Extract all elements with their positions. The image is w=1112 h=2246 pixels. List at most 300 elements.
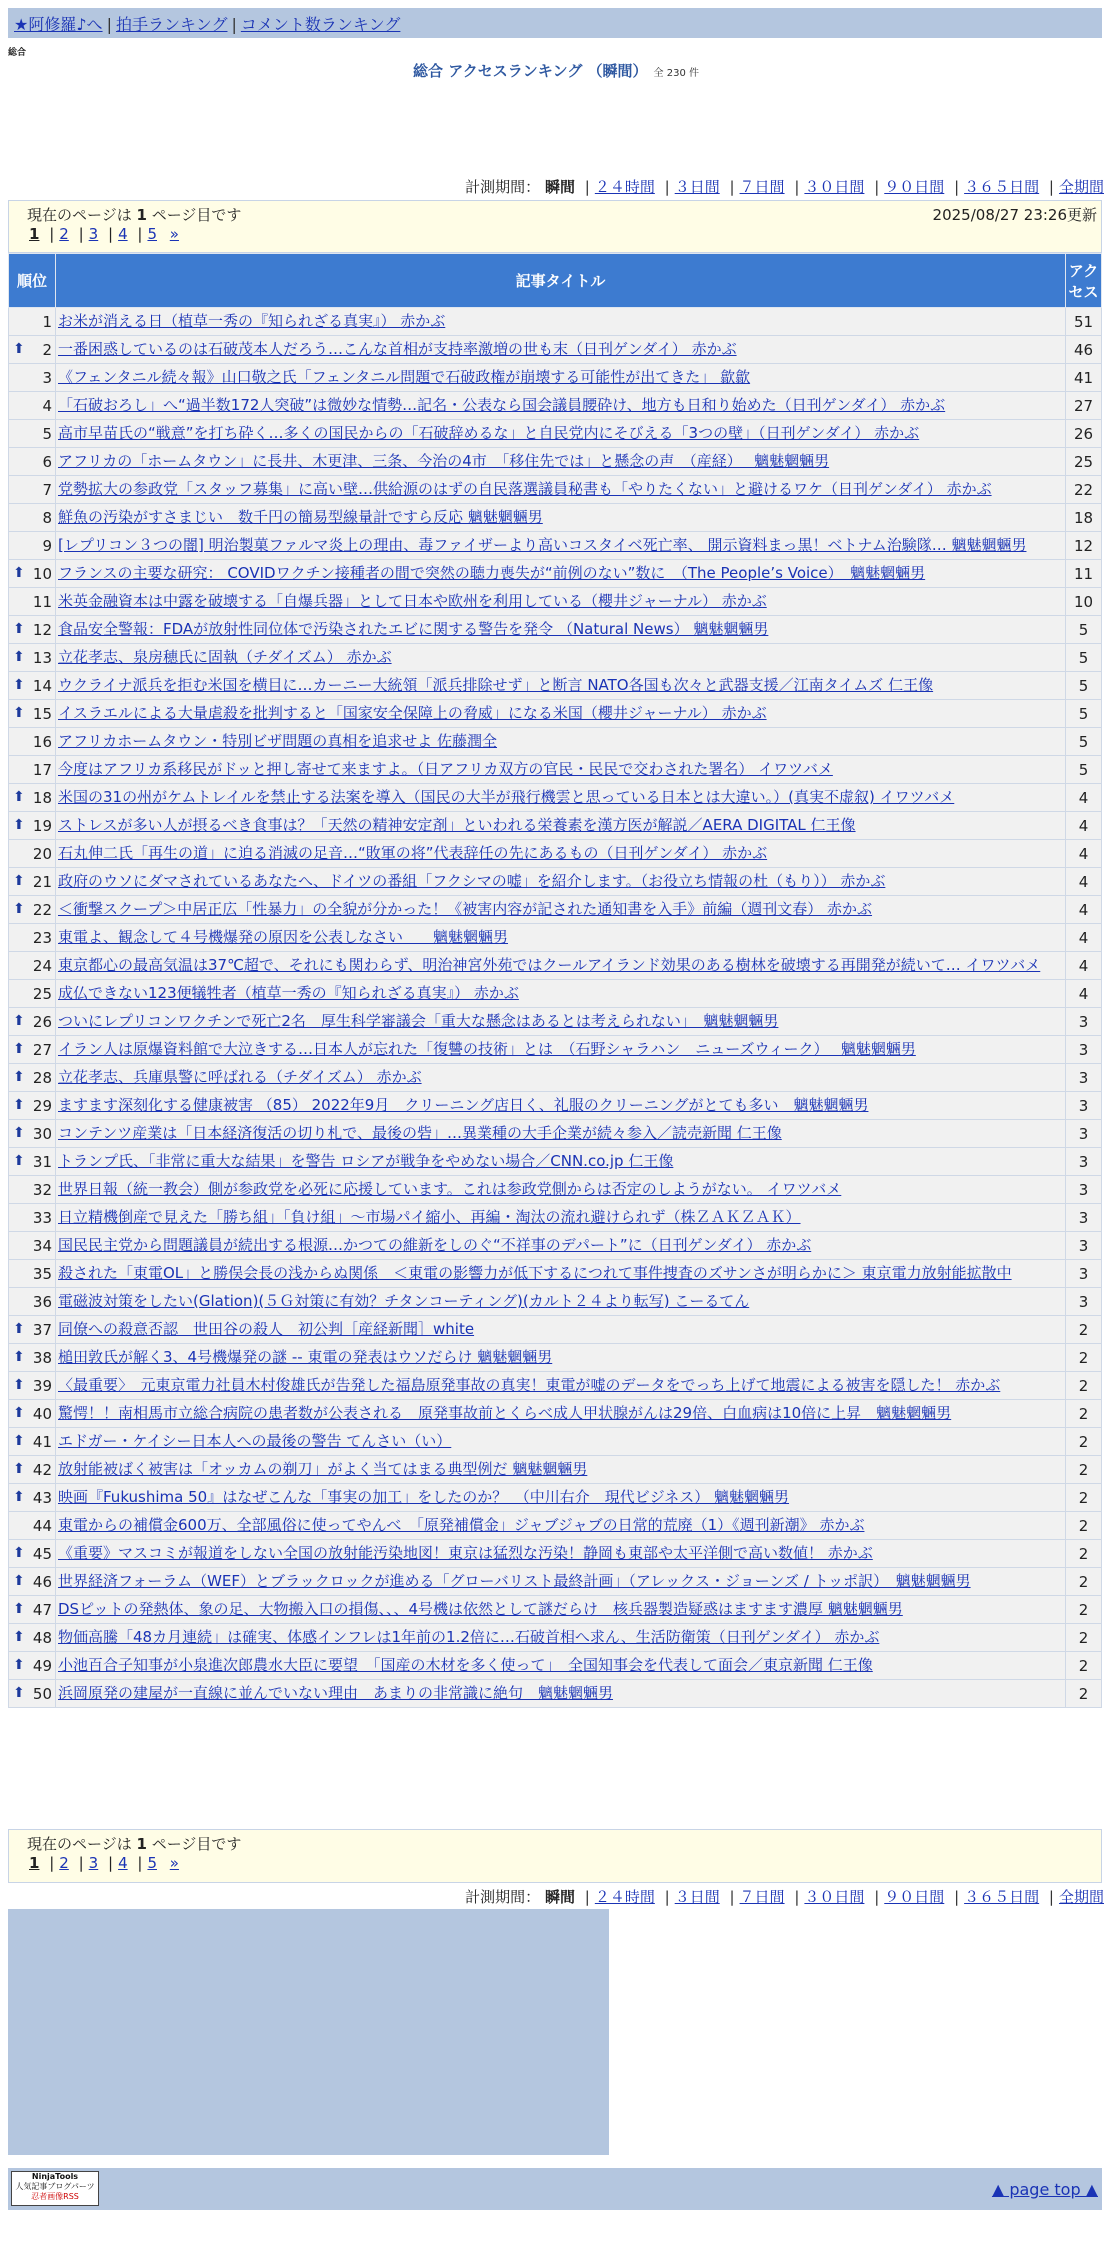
pager-next[interactable]: » [169,1854,179,1872]
table-row [9,1008,1102,1036]
table-row [9,1092,1102,1120]
rank-number: 40 [32,1404,52,1423]
up-arrow-icon: ⬆ [13,1348,25,1365]
access-count: 4 [1066,924,1102,952]
access-count: 5 [1066,616,1102,644]
table-row [9,896,1102,924]
article-link[interactable]: 立花孝志、兵庫県警に呼ばれる（チダイズム） 赤かぶ [58,1068,422,1086]
rank-cell [9,756,56,784]
comment-ranking-link[interactable]: コメント数ランキング [240,15,401,34]
rank-number: 3 [42,368,52,387]
table-row [9,588,1102,616]
access-count: 2 [1066,1484,1102,1512]
rank-cell [9,308,56,336]
article-link[interactable]: 映画『Fukushima 50』はなぜこんな「事実の加工」をしたのか？ （中川右介 現代ビジネス） 魑魅魍魎男 [58,1488,790,1506]
period-7d-link[interactable]: ７日間 [739,178,785,196]
article-link[interactable]: 成仏できない123便犠牲者（植草一秀の『知られざる真実』） 赤かぶ [58,984,519,1002]
table-row [9,784,1102,812]
article-link[interactable]: 政府のウソにダマされているあなたへ、ドイツの番組「フクシマの嘘」を紹介します。（お役立ち情報の杜（もり）） 赤かぶ [58,872,886,890]
rank-number: 5 [42,424,52,443]
title-cell [56,476,1066,504]
rank-number: 14 [32,676,52,695]
period-current: 瞬間 [544,178,575,196]
title-cell [56,588,1066,616]
up-arrow-icon: ⬆ [13,816,25,833]
table-row [9,1652,1102,1680]
up-arrow-icon: ⬆ [13,1040,25,1057]
access-count: 2 [1066,1344,1102,1372]
article-link[interactable]: 《重要》マスコミが報道をしない全国の放射能汚染地図！東京は猛烈な汚染！静岡も東部や太平洋側で高い数値！ 赤かぶ [58,1544,873,1562]
period-7d-link[interactable]: ７日間 [739,1888,785,1906]
title-cell [56,532,1066,560]
pager-page-4[interactable]: 4 [118,225,128,243]
rank-number: 20 [32,844,52,863]
rank-number: 30 [32,1124,52,1143]
table-row [9,504,1102,532]
up-arrow-icon: ⬆ [13,704,25,721]
up-arrow-icon: ⬆ [13,1684,25,1701]
access-count: 2 [1066,1624,1102,1652]
article-link[interactable]: トランプ氏、「非常に重大な結果」を警告 ロシアが戦争をやめない場合／CNN.co.jp 仁王像 [58,1152,674,1170]
article-link[interactable]: 同僚への殺意否認 世田谷の殺人 初公判［産経新聞］white [58,1320,475,1338]
access-count: 3 [1066,1120,1102,1148]
rank-cell [9,532,56,560]
access-count: 5 [1066,700,1102,728]
article-link[interactable]: イラン人は原爆資料館で大泣きする…日本人が忘れた「復讐の技術」とは （石野シャラハン ニューズウィーク） 魑魅魍魎男 [58,1040,916,1058]
access-count: 3 [1066,1176,1102,1204]
access-count: 22 [1066,476,1102,504]
separator: | [231,15,237,34]
article-link[interactable]: 電磁波対策をしたい(Glation)(５Ｇ対策に有効？チタンコーティング)(カルト２４より転写) こーるてん [58,1292,750,1310]
access-count: 2 [1066,1568,1102,1596]
period-label: 計測期間： [465,1888,541,1906]
page-info-panel-bottom [8,1829,1102,1883]
ad-placeholder [8,1909,609,2155]
up-arrow-icon: ⬆ [13,1544,25,1561]
clap-ranking-link[interactable]: 拍手ランキング [115,15,228,34]
article-link[interactable]: 世界日報（統一教会）側が参政党を必死に応援しています。これは参政党側からは否定のしようがない。 イワツバメ [58,1180,842,1198]
article-link[interactable]: 物価高騰「48カ月連続」は確実、体感インフレは1年前の1.2倍に…石破首相へ求ん、生活防衛策（日刊ゲンダイ） 赤かぶ [58,1628,880,1646]
access-count: 27 [1066,392,1102,420]
access-count: 4 [1066,812,1102,840]
top-nav-bar [8,8,1102,38]
up-arrow-icon: ⬆ [13,564,25,581]
article-link[interactable]: 米英金融資本は中露を破壊する「自爆兵器」として日本や欧州を利用している（櫻井ジャーナル） 赤かぶ [58,592,767,610]
rank-cell [9,868,56,896]
rank-number: 41 [32,1432,52,1451]
period-selector-bottom: 計測期間： 瞬間 | ２４時間 | ３日間 | ７日間 | ３０日間 | ９０日間 | ３６５日間 | 全期間 [465,1888,1104,1906]
rank-cell [9,1036,56,1064]
item-count: 全 230 件 [653,68,699,79]
rank-number: 50 [32,1684,52,1703]
updated-timestamp: 2025/08/27 23:26更新 [932,206,1097,224]
access-count: 4 [1066,784,1102,812]
pager-bottom: 1 | 2 | 3 | 4 | 5 » [29,1854,179,1872]
access-count: 4 [1066,896,1102,924]
up-arrow-icon: ⬆ [13,648,25,665]
table-row [9,1064,1102,1092]
table-row [9,1428,1102,1456]
rank-cell [9,1260,56,1288]
article-link[interactable]: 世界経済フォーラム（WEF）とブラックロックが進める「グローバリスト最終計画」（アレックス・ジョーンズ / トッポ訳） 魑魅魍魎男 [58,1572,971,1590]
title-cell [56,1148,1066,1176]
rank-cell [9,952,56,980]
title-cell [56,868,1066,896]
pager-next[interactable]: » [169,225,179,243]
article-link[interactable]: 高市早苗氏の“戦意”を打ち砕く…多くの国民からの「石破辞めるな」と自民党内にそびえる「3つの壁」（日刊ゲンダイ） 赤かぶ [58,424,920,442]
rank-cell [9,1176,56,1204]
rank-number: 47 [32,1600,52,1619]
up-arrow-icon: ⬆ [13,340,25,357]
table-row [9,1568,1102,1596]
article-link[interactable]: エドガー・ケイシー日本人への最後の警告 てんさい（い） [58,1432,452,1450]
rank-cell [9,1680,56,1708]
table-row [9,952,1102,980]
article-link[interactable]: アフリカの「ホームタウン」に長井、木更津、三条、今治の4市 「移住先では」と懸念の声 （産経） 魑魅魍魎男 [58,452,830,470]
article-link[interactable]: 驚愕！！南相馬市立総合病院の患者数が公表される 原発事故前とくらべ成人甲状腺がんは29倍、白血病は10倍に上昇 魑魅魍魎男 [58,1404,952,1422]
access-count: 3 [1066,1288,1102,1316]
table-row [9,1204,1102,1232]
title-cell [56,1568,1066,1596]
up-arrow-icon: ⬆ [13,1096,25,1113]
rank-cell [9,1596,56,1624]
access-count: 3 [1066,1148,1102,1176]
article-link[interactable]: 日立精機倒産で見えた「勝ち組」「負け組」〜市場パイ縮小、再編・淘汰の流れ避けられず（株ＺＡＫＺＡＫ） [58,1208,801,1226]
period-30d-link[interactable]: ３０日間 [804,1888,865,1906]
access-count: 2 [1066,1652,1102,1680]
article-link[interactable]: お米が消える日（植草一秀の『知られざる真実』） 赤かぶ [58,312,446,330]
access-count: 2 [1066,1372,1102,1400]
period-24h-link[interactable]: ２４時間 [594,178,655,196]
article-link[interactable]: 殺された「東電OL」と勝俣会長の浅からぬ関係 ＜東電の影響力が低下するにつれて事件捜査のズサンさが明らかに＞ 東京電力放射能拡散中 [58,1264,1012,1282]
rank-cell [9,1652,56,1680]
title-cell [56,1428,1066,1456]
article-link[interactable]: ますます深刻化する健康被害 （85） 2022年9月 クリーニング店日く、礼服のクリーニングがとても多い 魑魅魍魎男 [58,1096,869,1114]
title-cell [56,1680,1066,1708]
access-count: 25 [1066,448,1102,476]
article-link[interactable]: [レプリコン３つの闇] 明治製菓ファルマ炎上の理由、毒ファイザーより高いコスタイベ死亡率、 開示資料まっ黒！ベトナム治験隊… 魑魅魍魎男 [58,536,1027,554]
rank-cell [9,1092,56,1120]
pager-top: 1 | 2 | 3 | 4 | 5 » [29,225,179,243]
period-3d-link[interactable]: ３日間 [674,1888,720,1906]
access-count: 4 [1066,868,1102,896]
article-link[interactable]: イスラエルによる大量虐殺を批判すると「国家安全保障上の脅威」になる米国（櫻井ジャーナル） 赤かぶ [58,704,767,722]
title-cell [56,308,1066,336]
article-link[interactable]: 今度はアフリカ系移民がドッと押し寄せて来ますよ。（日アフリカ双方の官民・民民で交わされた署名） イワツバメ [58,760,833,778]
article-link[interactable]: 石丸伸二氏「再生の道」に迫る消滅の足音…“敗軍の将”代表辞任の先にあるもの（日刊ゲンダイ） 赤かぶ [58,844,768,862]
table-row [9,308,1102,336]
pager-page-3[interactable]: 3 [88,1854,99,1872]
up-arrow-icon: ⬆ [13,1152,25,1169]
article-link[interactable]: 国民民主党から問題議員が続出する根源…かつての維新をしのぐ“不祥事のデパート”に（日刊ゲンダイ） 赤かぶ [58,1236,812,1254]
access-count: 5 [1066,672,1102,700]
up-arrow-icon: ⬆ [13,1012,25,1029]
rank-cell [9,1148,56,1176]
table-row [9,1372,1102,1400]
title-cell [56,1456,1066,1484]
rank-number: 21 [32,872,52,891]
article-link[interactable]: ウクライナ派兵を拒む米国を横目に…カーニー大統領「派兵排除せず」と断言 NATO各国も次々と武器支援／江南タイムズ 仁王像 [58,676,934,694]
article-link[interactable]: 米国の31の州がケムトレイルを禁止する法案を導入（国民の大半が飛行機雲と思っている日本とは大違い。）(真実不虚叙) イワツバメ [58,788,955,806]
rank-number: 11 [32,592,52,611]
period-3d-link[interactable]: ３日間 [674,178,720,196]
pager-page-2[interactable]: 2 [59,1854,69,1872]
article-link[interactable]: 槌田敦氏が解く3、4号機爆発の謎 -- 東電の発表はウソだらけ 魑魅魍魎男 [58,1348,553,1366]
rank-cell [9,1568,56,1596]
rank-number: 37 [32,1320,52,1339]
rank-number: 16 [32,732,52,751]
up-arrow-icon: ⬆ [13,676,25,693]
up-arrow-icon: ⬆ [13,900,25,917]
period-90d-link[interactable]: ９０日間 [884,178,945,196]
pager-page-3[interactable]: 3 [88,225,99,243]
article-link[interactable]: 東電からの補償金600万、全部風俗に使ってやんべ 「原発補償金」ジャブジャブの日常的荒廃（1）《週刊新潮》 赤かぶ [58,1516,865,1534]
article-link[interactable]: 食品安全警報：FDAが放射性同位体で汚染されたエビに関する警告を発令 （Natural News） 魑魅魍魎男 [58,620,769,638]
table-row [9,1036,1102,1064]
period-365d-link[interactable]: ３６５日間 [964,1888,1040,1906]
access-count: 2 [1066,1680,1102,1708]
article-link[interactable]: フランスの主要な研究： COVIDワクチン接種者の間で突然の聴力喪失が“前例のない”数に （The People’s Voice） 魑魅魍魎男 [58,564,926,582]
page-title [0,60,1112,81]
rank-cell [9,1232,56,1260]
separator: | [106,15,112,34]
rank-number: 49 [32,1656,52,1675]
table-row [9,840,1102,868]
access-count: 4 [1066,980,1102,1008]
table-row [9,1316,1102,1344]
rank-number: 33 [32,1208,52,1227]
article-link[interactable]: 小池百合子知事が小泉進次郎農水大臣に要望 「国産の木材を多く使って」 全国知事会を代表して面会／東京新聞 仁王像 [58,1656,873,1674]
rank-cell [9,1344,56,1372]
up-arrow-icon: ⬆ [13,620,25,637]
article-link[interactable]: 東電よ、観念して４号機爆発の原因を公表しなさい 魑魅魍魎男 [58,928,509,946]
title-cell [56,616,1066,644]
table-row [9,1540,1102,1568]
table-row [9,1400,1102,1428]
article-link[interactable]: DSピットの発熱体、象の足、大物搬入口の損傷、、、4号機は依然として謎だらけ 核兵器製造疑惑はますます濃厚 魑魅魍魎男 [58,1600,903,1618]
article-link[interactable]: ＜衝撃スクープ＞中居正広「性暴力」の全貌が分かった！《被害内容が記された通知書を入手》前編（週刊文春） 赤かぶ [58,900,873,918]
period-all-link[interactable]: 全期間 [1058,178,1104,196]
article-link[interactable]: ストレスが多い人が摂るべき食事は？「天然の精神安定剤」といわれる栄養素を漢方医が解説／AERA DIGITAL 仁王像 [58,816,856,834]
rank-number: 29 [32,1096,52,1115]
rank-number: 10 [32,564,52,583]
title-cell [56,1064,1066,1092]
title-cell [56,1652,1066,1680]
article-link[interactable]: アフリカホームタウン・特別ビザ問題の真相を追求せよ 佐藤潤全 [58,732,498,750]
rank-cell [9,588,56,616]
rank-number: 36 [32,1292,52,1311]
period-365d-link[interactable]: ３６５日間 [964,178,1040,196]
rank-number: 1 [42,312,52,331]
title-cell [56,1596,1066,1624]
page-top-link[interactable]: ▲ page top ▲ [991,2180,1098,2199]
period-24h-link[interactable]: ２４時間 [594,1888,655,1906]
access-count: 2 [1066,1316,1102,1344]
table-row [9,1456,1102,1484]
title-cell [56,448,1066,476]
rank-number: 23 [32,928,52,947]
article-link[interactable]: 《フェンタニル続々報》山口敬之氏「フェンタニル問題で石破政権が崩壊する可能性が出てきた」 歙歙 [58,368,751,386]
title-cell [56,1372,1066,1400]
table-row [9,1344,1102,1372]
access-count: 3 [1066,1036,1102,1064]
rank-cell [9,392,56,420]
access-count: 3 [1066,1260,1102,1288]
period-30d-link[interactable]: ３０日間 [804,178,865,196]
rank-cell [9,1008,56,1036]
access-count: 2 [1066,1428,1102,1456]
rank-cell [9,672,56,700]
title-cell [56,420,1066,448]
access-count: 46 [1066,336,1102,364]
table-row [9,532,1102,560]
title-header: 記事タイトル [56,254,1066,308]
period-current: 瞬間 [544,1888,575,1906]
title-cell [56,1008,1066,1036]
title-cell [56,1540,1066,1568]
access-count: 18 [1066,504,1102,532]
rank-number: 18 [32,788,52,807]
article-link[interactable]: 放射能被ばく被害は「オッカムの剃刀」がよく当てはまる典型例だ 魑魅魍魎男 [58,1460,588,1478]
up-arrow-icon: ⬆ [13,1488,25,1505]
rank-number: 44 [32,1516,52,1535]
access-count: 51 [1066,308,1102,336]
table-row [9,756,1102,784]
access-count: 2 [1066,1456,1102,1484]
rank-number: 13 [32,648,52,667]
access-header: アクセス [1066,254,1102,308]
rank-number: 43 [32,1488,52,1507]
table-row [9,868,1102,896]
article-link[interactable]: コンテンツ産業は「日本経済復活の切り札で、最後の砦」…異業種の大手企業が続々参入／読売新聞 仁王像 [58,1124,782,1142]
article-link[interactable]: 浜岡原発の建屋が一直線に並んでいない理由 あまりの非常識に絶句 魑魅魍魎男 [58,1684,614,1702]
footer-bar [8,2168,1102,2210]
access-count: 3 [1066,1232,1102,1260]
current-page-info: 現在のページは 1 ページ目です [27,1835,242,1853]
title-cell [56,364,1066,392]
home-link[interactable]: ★阿修羅♪へ [14,15,103,34]
category-label: 総合 [8,48,27,58]
access-count: 3 [1066,1092,1102,1120]
rank-number: 48 [32,1628,52,1647]
pager-page-5[interactable]: 5 [147,1854,157,1872]
rank-cell [9,784,56,812]
article-link[interactable]: 党勢拡大の参政党「スタッフ募集」に高い壁…供給源のはずの自民落選議員秘書も「やりたくない」と避けるワケ（日刊ゲンダイ） 赤かぶ [58,480,992,498]
access-count: 12 [1066,532,1102,560]
rank-cell [9,924,56,952]
access-count: 3 [1066,1064,1102,1092]
rank-number: 34 [32,1236,52,1255]
period-all-link[interactable]: 全期間 [1058,1888,1104,1906]
title-cell [56,1400,1066,1428]
article-link[interactable]: 「石破おろし」へ“過半数172人突破”は微妙な情勢…記名・公表なら国会議員腰砕け、地方も日和り始めた（日刊ゲンダイ） 赤かぶ [58,396,946,414]
up-arrow-icon: ⬆ [13,872,25,889]
rank-number: 39 [32,1376,52,1395]
title-cell [56,924,1066,952]
rank-cell [9,448,56,476]
rank-cell [9,1372,56,1400]
access-count: 2 [1066,1596,1102,1624]
table-row [9,1260,1102,1288]
ranking-table [8,253,1102,1708]
up-arrow-icon: ⬆ [13,1124,25,1141]
rank-cell [9,1316,56,1344]
article-link[interactable]: 一番困惑しているのは石破茂本人だろう…こんな首相が支持率激増の世も末（日刊ゲンダイ） 赤かぶ [58,340,737,358]
rank-number: 32 [32,1180,52,1199]
current-page-info: 現在のページは 1 ページ目です [27,206,242,224]
table-row [9,1176,1102,1204]
table-row [9,364,1102,392]
title-cell [56,784,1066,812]
rank-number: 42 [32,1460,52,1479]
access-count: 2 [1066,1540,1102,1568]
title-cell [56,336,1066,364]
rank-cell [9,476,56,504]
table-row [9,1512,1102,1540]
title-cell [56,1624,1066,1652]
table-row [9,672,1102,700]
rank-cell [9,1540,56,1568]
rank-number: 2 [42,340,52,359]
access-count: 26 [1066,420,1102,448]
pager-page-5[interactable]: 5 [147,225,157,243]
period-90d-link[interactable]: ９０日間 [884,1888,945,1906]
article-link[interactable]: 〈最重要〉 元東京電力社員木村俊雄氏が告発した福島原発事故の真実！東電が嘘のデータをでっち上げて地震による被害を隠した！ 赤かぶ [58,1376,1001,1394]
title-cell [56,980,1066,1008]
rank-cell [9,840,56,868]
article-link[interactable]: ついにレプリコンワクチンで死亡2名 厚生科学審議会「重大な懸念はあるとは考えられない」 魑魅魍魎男 [58,1012,779,1030]
pager-current: 1 [29,1854,40,1872]
access-count: 2 [1066,1400,1102,1428]
rank-number: 9 [42,536,52,555]
table-row [9,812,1102,840]
article-link[interactable]: 東京都心の最高気温は37℃超で、それにも関わらず、明治神宮外苑ではクールアイランド効果のある樹林を破壊する再開発が続いて… イワツバメ [58,956,1041,974]
title-cell [56,1288,1066,1316]
up-arrow-icon: ⬆ [13,1460,25,1477]
pager-page-4[interactable]: 4 [118,1854,128,1872]
table-row [9,336,1102,364]
up-arrow-icon: ⬆ [13,1432,25,1449]
rank-number: 38 [32,1348,52,1367]
rank-number: 6 [42,452,52,471]
rank-number: 22 [32,900,52,919]
title-cell [56,1176,1066,1204]
title-cell [56,840,1066,868]
article-link[interactable]: 立花孝志、泉房穂氏に固執（チダイズム） 赤かぶ [58,648,392,666]
rank-number: 25 [32,984,52,1003]
period-label: 計測期間： [465,178,541,196]
up-arrow-icon: ⬆ [13,1656,25,1673]
title-cell [56,756,1066,784]
rank-cell [9,336,56,364]
title-cell [56,1316,1066,1344]
article-link[interactable]: 鮮魚の汚染がすさまじい 数千円の簡易型線量計ですら反応 魑魅魍魎男 [58,508,543,526]
period-selector-top: 計測期間： 瞬間 | ２４時間 | ３日間 | ７日間 | ３０日間 | ９０日間 | ３６５日間 | 全期間 [465,178,1104,196]
access-count: 2 [1066,1512,1102,1540]
rank-cell [9,644,56,672]
rank-number: 46 [32,1572,52,1591]
ninja-tools-badge[interactable]: NinjaTools 人気記事ブログパーツ 忍者画像RSS [11,2171,99,2206]
up-arrow-icon: ⬆ [13,1376,25,1393]
pager-page-2[interactable]: 2 [59,225,69,243]
up-arrow-icon: ⬆ [13,1404,25,1421]
title-cell [56,700,1066,728]
title-cell [56,1036,1066,1064]
up-arrow-icon: ⬆ [13,1572,25,1589]
title-cell [56,952,1066,980]
rank-cell [9,896,56,924]
page-info-panel-top [8,200,1102,253]
